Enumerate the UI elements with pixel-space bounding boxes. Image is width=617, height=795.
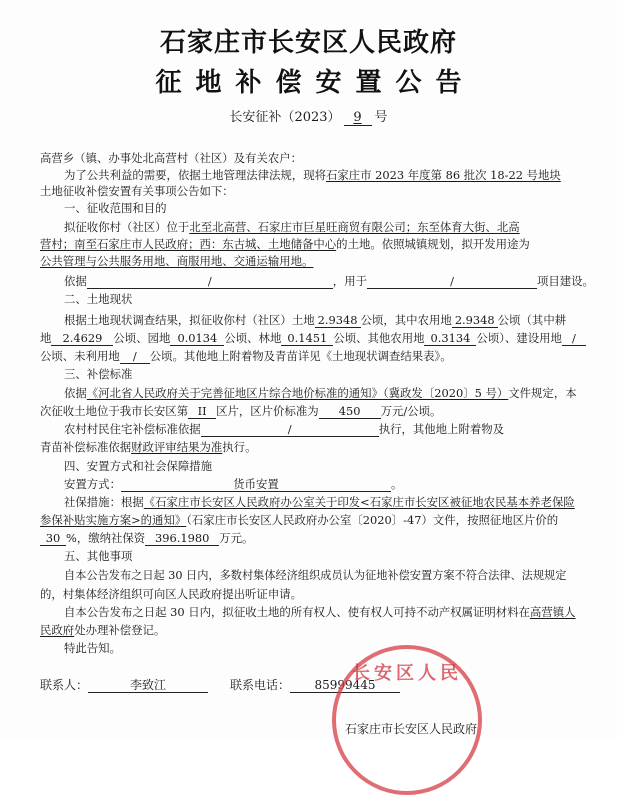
s3-line3 xyxy=(64,422,504,437)
s3-zone-price: 450 xyxy=(319,405,381,419)
s5-p1-line1: 自本公告发布之日起 30 日内，多数村集体经济组织成员认为征地补偿安置方案不符合法律、法规规定 xyxy=(64,569,567,582)
s2-l3a: 公顷、未利用地 xyxy=(40,349,120,363)
contact-phone-label: 联系电话： xyxy=(230,678,291,692)
s2-heading: 二、土地现状 xyxy=(64,292,133,306)
s4-percent: 30 xyxy=(40,532,66,546)
contact-phone: 85999445 xyxy=(290,679,400,693)
s2-l2e: 公顷）、建设用地 xyxy=(476,331,562,345)
s5-closing: 特此告知。 xyxy=(64,641,121,655)
s1-boundary2: 营村；南至石家庄市人民政府；西：东古城、土地储备中心 xyxy=(40,237,337,251)
s5-p1-line2: 的，村集体经济组织可向区人民政府提出听证申请。 xyxy=(40,587,302,601)
seal-text: 长安区人民 xyxy=(352,663,462,684)
docno-mid: ） xyxy=(327,110,341,125)
s2-arable-area: 2.4629 xyxy=(51,332,113,346)
s3-line4 xyxy=(40,440,256,454)
contact-name: 李致江 xyxy=(88,679,208,693)
s3-line2 xyxy=(40,404,441,419)
docno-prefix: 长安征补（ xyxy=(229,110,295,125)
s2-l2b: 公顷、园地 xyxy=(113,331,171,345)
docno-number: 9 xyxy=(344,110,372,126)
s1-boundary1: 北至北高营、石家庄市巨星旺商贸有限公司；东至体育大街、北高 xyxy=(189,220,520,234)
intro-line1 xyxy=(64,168,561,182)
s5-office2: 民政府 xyxy=(40,623,75,637)
docno-year: 2023 xyxy=(294,110,328,125)
s2-l2c: 公顷、林地 xyxy=(224,331,282,345)
s4-line4 xyxy=(40,531,253,546)
s3-l2b: 区片，区片价标准为 xyxy=(216,404,319,418)
s4-line1 xyxy=(64,477,402,492)
s3-l3a: 农村村民住宅补偿标准依据 xyxy=(64,422,201,436)
s1-basis-blank: / xyxy=(87,275,333,289)
s3-housing-blank: / xyxy=(201,423,379,437)
s4-line2 xyxy=(64,495,575,509)
s2-total-area: 2.9348 xyxy=(315,314,361,328)
s4-l1a: 安置方式： xyxy=(64,477,121,491)
s4-l2a: 社保措施：根据 xyxy=(64,495,144,509)
s1-l1a: 拟征收你村（社区）位于 xyxy=(64,220,190,234)
s4-l1c: 。 xyxy=(390,477,403,491)
s3-crop-basis: 财政评审结果为准 xyxy=(131,440,223,454)
s2-other-area: 0.3134 xyxy=(424,332,476,346)
s1-l4a: 依据 xyxy=(64,274,87,288)
addressee: 高营乡（镇、办事处北高营村（社区）及有关农户： xyxy=(40,151,302,165)
s1-heading: 一、征收范围和目的 xyxy=(64,201,167,215)
s3-zone: II xyxy=(188,405,216,419)
s5-p2-line2 xyxy=(40,623,165,637)
s3-heading: 三、补偿标准 xyxy=(64,367,133,381)
s3-l4a: 青苗补偿标准依据 xyxy=(40,440,132,454)
s3-policy-doc: 《河北省人民政府关于完善征地区片综合地价标准的通知》（冀政发〔2020〕5 号） xyxy=(86,386,509,400)
s2-l3b: 公顷。其他地上附着物及青苗详见《土地现状调查结果表》。 xyxy=(149,349,452,363)
s5-office1: 高营镇人 xyxy=(529,605,576,619)
s3-l2a: 次征收土地位于我市长安区第 xyxy=(40,404,189,418)
s5-heading: 五、其他事项 xyxy=(64,549,133,563)
s2-garden-area: 0.0134 xyxy=(170,332,224,346)
s1-line4 xyxy=(64,274,594,289)
s1-line3 xyxy=(40,254,313,268)
s5-p2l1a: 自本公告发布之日起 30 日内，拟征收土地的所有权人、使有权人可持不动产权属证明材料在 xyxy=(64,605,530,619)
s5-p2-line1 xyxy=(64,605,576,619)
s3-line1 xyxy=(64,386,577,400)
s4-line3 xyxy=(40,513,558,527)
issuer: 石家庄市长安区人民政府 xyxy=(345,722,478,736)
document-number xyxy=(0,106,617,126)
intro-parcel: 石家庄市 2023 年度第 86 批次 18-22 号地块 xyxy=(326,168,561,182)
s2-line2 xyxy=(40,331,586,346)
s4-social-fund: 396.1980 xyxy=(145,532,219,546)
s1-l4e: 项目建设。 xyxy=(536,274,594,288)
s4-social-doc-cont: 参保补贴实施方案>的通知》 xyxy=(40,513,187,527)
s4-social-doc: 《石家庄市长安区人民政府办公室关于印发<石家庄市长安区被征地农民基本养老保险 xyxy=(143,495,575,509)
s3-l2c: 万元/公顷。 xyxy=(380,404,442,418)
s1-l4c: ，用于 xyxy=(332,274,367,288)
title-line2: 征地补偿安置公告 xyxy=(155,68,476,98)
s2-l1c: 公顷（其中耕 xyxy=(497,313,567,327)
s2-line3 xyxy=(40,349,452,364)
s2-forest-area: 0.1451 xyxy=(281,332,333,346)
s2-construct-area: / xyxy=(562,332,586,346)
s4-l4d: 万元。 xyxy=(219,531,254,545)
docno-suffix: 号 xyxy=(374,110,388,125)
s4-resettlement-method: 货币安置 xyxy=(121,478,391,492)
contact-label: 联系人： xyxy=(40,678,89,692)
s4-heading: 四、安置方式和社会保障措施 xyxy=(64,459,213,473)
s2-l1b: 公顷，其中农用地 xyxy=(360,313,452,327)
s1-land-use: 公共管理与公共服务用地、商服用地、交通运输用地。 xyxy=(40,254,314,268)
s2-l2a: 地 xyxy=(40,331,52,345)
s2-l2d: 公顷、其他农用地 xyxy=(333,331,425,345)
title-line1: 石家庄市长安区人民政府 xyxy=(159,28,457,58)
s3-l4c: 执行。 xyxy=(222,440,257,454)
intro-line2: 土地征收补偿安置有关事项公告如下： xyxy=(40,184,234,198)
s1-project-blank: / xyxy=(367,275,537,289)
s3-l1c: 文件规定，本 xyxy=(508,386,577,400)
s2-unused-area: / xyxy=(120,350,150,364)
s2-farm-area: 2.9348 xyxy=(452,314,498,328)
s3-l3c: 执行，其他地上附着物及 xyxy=(378,422,505,436)
s4-l3b: （石家庄市长安区人民政府办公室〔2020〕-47）文件，按照征地区片价的 xyxy=(186,513,559,527)
s2-line1 xyxy=(64,313,566,328)
s2-l1a: 根据土地现状调查结果，拟征收你村（社区）土地 xyxy=(64,313,315,327)
s3-l1a: 依据 xyxy=(64,386,87,400)
s1-line2 xyxy=(40,237,530,251)
intro-l1a: 为了公共利益的需要，依据土地管理法律法规，现将 xyxy=(64,168,326,182)
s4-l4b: %，缴纳社保资 xyxy=(66,531,146,545)
s1-line1 xyxy=(64,220,520,234)
s1-l2b: 的土地。依照城镇规划，拟开发用途为 xyxy=(336,237,530,251)
s5-p2l2b: 处办理补偿登记。 xyxy=(74,623,166,637)
